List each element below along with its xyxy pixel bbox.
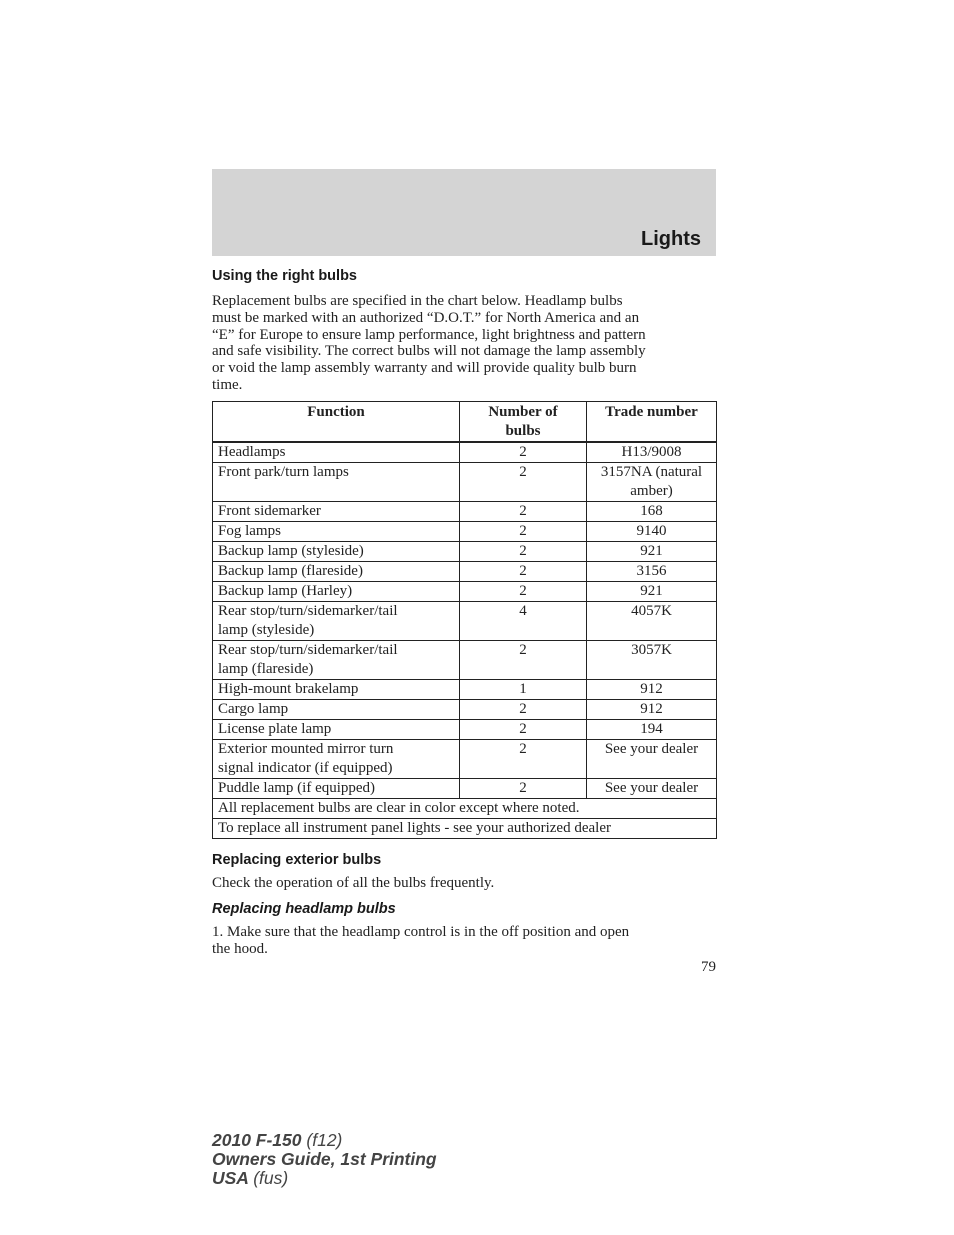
- trade-number-cell: [587, 562, 717, 582]
- trade-text: H13/9008: [621, 444, 682, 460]
- table-note: To replace all instrument panel lights - see your authorized dealer: [213, 819, 717, 839]
- intro-line: “E” for Europe to ensure lamp performance, light brightness and pattern: [212, 326, 646, 343]
- trade-text: 3157NA (natural: [600, 464, 703, 480]
- table-row: [213, 602, 717, 641]
- function-text: Headlamps: [218, 444, 286, 460]
- bulb-count-cell: 2: [460, 740, 587, 779]
- trade-text: See your dealer: [604, 780, 699, 796]
- bulb-count-cell: 2: [460, 502, 587, 522]
- trade-number-cell: [587, 442, 717, 463]
- function-text: signal indicator (if equipped): [218, 760, 393, 776]
- intro-line: time.: [212, 376, 243, 393]
- function-cell: [213, 680, 460, 700]
- table-row: [213, 562, 717, 582]
- intro-line: must be marked with an authorized “D.O.T.” for North America and an: [212, 309, 640, 326]
- trade-number-cell: [587, 779, 717, 799]
- function-cell: [213, 442, 460, 463]
- function-cell: [213, 542, 460, 562]
- function-text: Front sidemarker: [218, 503, 321, 519]
- footer-line: [212, 1169, 437, 1188]
- heading-replacing-headlamp-bulbs: Replacing headlamp bulbs: [212, 901, 396, 917]
- table-row: [213, 700, 717, 720]
- table-row: [213, 720, 717, 740]
- column-header-number: [460, 402, 587, 443]
- bulb-count-cell: 2: [460, 522, 587, 542]
- function-text: High-mount brakelamp: [218, 681, 359, 697]
- function-cell: [213, 740, 460, 779]
- trade-text: 3156: [636, 563, 667, 579]
- document-footer: [212, 1131, 437, 1188]
- column-header-number-line: bulbs: [505, 423, 541, 439]
- table-row: [213, 641, 717, 680]
- function-text: Backup lamp (flareside): [218, 563, 363, 579]
- function-text: Cargo lamp: [218, 701, 289, 717]
- function-cell: [213, 720, 460, 740]
- bulb-count-cell: 2: [460, 542, 587, 562]
- table-row: [213, 442, 717, 463]
- trade-number-cell: [587, 680, 717, 700]
- trade-text: 921: [640, 543, 663, 559]
- trade-number-cell: [587, 502, 717, 522]
- table-row: [213, 680, 717, 700]
- trade-number-cell: [587, 542, 717, 562]
- column-header-trade: Trade number: [587, 402, 717, 443]
- function-cell: [213, 641, 460, 680]
- trade-text: amber): [630, 483, 673, 499]
- trade-text: 4057K: [631, 603, 672, 619]
- table-row: [213, 463, 717, 502]
- function-text: License plate lamp: [218, 721, 332, 737]
- headlamp-step-paragraph: [212, 924, 716, 958]
- trade-text: 3057K: [631, 642, 672, 658]
- bulb-count-cell: 2: [460, 641, 587, 680]
- function-text: Backup lamp (Harley): [218, 583, 353, 599]
- intro-line: or void the lamp assembly warranty and will provide quality bulb burn: [212, 360, 637, 377]
- function-text: Rear stop/turn/sidemarker/tail: [218, 603, 398, 619]
- footer-line: [212, 1131, 437, 1150]
- footer-market: USA: [212, 1168, 249, 1188]
- function-cell: [213, 522, 460, 542]
- column-header-function: Function: [213, 402, 460, 443]
- table-row: [213, 542, 717, 562]
- function-cell: [213, 779, 460, 799]
- step-line: 1. Make sure that the headlamp control is in the off position and open: [212, 924, 630, 940]
- trade-number-cell: [587, 582, 717, 602]
- heading-replacing-exterior-bulbs: Replacing exterior bulbs: [212, 852, 382, 868]
- bulb-count-cell: 2: [460, 562, 587, 582]
- trade-text: 912: [640, 701, 663, 717]
- function-cell: [213, 582, 460, 602]
- column-header-number-line: Number of: [488, 404, 558, 420]
- footer-model-code: (f12): [306, 1130, 343, 1150]
- trade-text: 912: [640, 681, 663, 697]
- trade-text: 9140: [636, 523, 667, 539]
- bulb-count-cell: 4: [460, 602, 587, 641]
- bulb-count-cell: 2: [460, 442, 587, 463]
- trade-number-cell: [587, 463, 717, 502]
- trade-number-cell: [587, 641, 717, 680]
- function-cell: [213, 502, 460, 522]
- bulb-specification-table: [212, 401, 717, 839]
- bulb-count-cell: 2: [460, 463, 587, 502]
- table-note: All replacement bulbs are clear in color except where noted.: [213, 799, 717, 819]
- table-note-row: [213, 799, 717, 819]
- function-text: Exterior mounted mirror turn: [218, 741, 394, 757]
- table-row: [213, 522, 717, 542]
- function-text: lamp (styleside): [218, 622, 315, 638]
- intro-line: Replacement bulbs are specified in the chart below. Headlamp bulbs: [212, 293, 623, 309]
- step-line: the hood.: [212, 940, 268, 957]
- footer-model: 2010 F-150: [212, 1130, 302, 1150]
- trade-text: 168: [640, 503, 663, 519]
- function-cell: [213, 562, 460, 582]
- bulb-count-cell: 2: [460, 582, 587, 602]
- intro-line: and safe visibility. The correct bulbs will not damage the lamp assembly: [212, 343, 646, 360]
- function-text: Rear stop/turn/sidemarker/tail: [218, 642, 398, 658]
- trade-number-cell: [587, 602, 717, 641]
- function-cell: [213, 700, 460, 720]
- function-text: Puddle lamp (if equipped): [218, 780, 376, 796]
- table-row: [213, 779, 717, 799]
- table-header-row: [213, 402, 717, 443]
- trade-text: See your dealer: [604, 741, 699, 757]
- trade-number-cell: [587, 720, 717, 740]
- page-number: 79: [701, 959, 716, 975]
- table-row: [213, 582, 717, 602]
- bulb-count-cell: 2: [460, 700, 587, 720]
- trade-text: 194: [640, 721, 663, 737]
- intro-paragraph: [212, 293, 716, 394]
- trade-number-cell: [587, 700, 717, 720]
- function-text: Fog lamps: [218, 523, 281, 539]
- table-note-row: [213, 819, 717, 839]
- heading-using-right-bulbs: Using the right bulbs: [212, 268, 357, 284]
- trade-text: 921: [640, 583, 663, 599]
- trade-number-cell: [587, 522, 717, 542]
- section-header-band: [212, 169, 716, 256]
- trade-number-cell: [587, 740, 717, 779]
- table-row: [213, 740, 717, 779]
- footer-market-code: (fus): [253, 1168, 289, 1188]
- function-cell: [213, 602, 460, 641]
- bulb-count-cell: 1: [460, 680, 587, 700]
- exterior-bulbs-paragraph: Check the operation of all the bulbs frequently.: [212, 875, 495, 891]
- bulb-count-cell: 2: [460, 779, 587, 799]
- section-title: Lights: [641, 228, 701, 250]
- function-cell: [213, 463, 460, 502]
- function-text: lamp (flareside): [218, 661, 314, 677]
- function-text: Front park/turn lamps: [218, 464, 349, 480]
- table-row: [213, 502, 717, 522]
- bulb-count-cell: 2: [460, 720, 587, 740]
- function-text: Backup lamp (styleside): [218, 543, 364, 559]
- footer-edition: Owners Guide, 1st Printing: [212, 1149, 437, 1169]
